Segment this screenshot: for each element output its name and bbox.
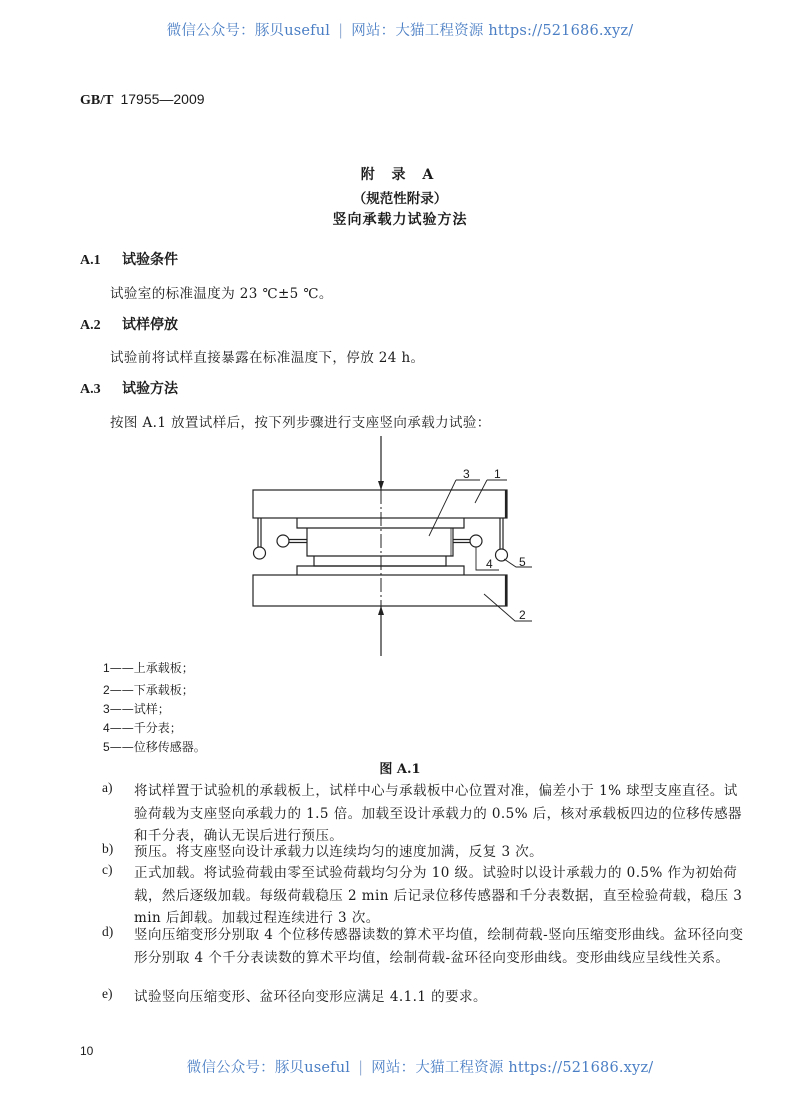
arrow-head-down-icon — [378, 481, 384, 490]
figure-caption: 图 A.1 — [379, 762, 421, 777]
legend-item: 2——下承载板； — [103, 683, 194, 697]
callout-4: 4 — [486, 557, 493, 571]
displacement-sensor-left-icon — [254, 547, 266, 559]
legend-item: 3——试样； — [103, 702, 170, 716]
annex-subject: 竖向承载力试验方法 — [332, 212, 468, 228]
callout-5: 5 — [519, 555, 526, 569]
page-number: 10 — [80, 1044, 94, 1058]
standard-prefix: GB/T — [80, 93, 114, 108]
section-body-a3: 按图 A.1 放置试样后，按下列步骤进行支座竖向承载力试验： — [110, 415, 491, 431]
step-label: c) — [102, 862, 113, 877]
lower-small-plate — [314, 556, 446, 566]
annex-type: （规范性附录） — [352, 191, 448, 207]
section-body-a1: 试验室的标准温度为 23 ℃±5 ℃。 — [110, 286, 333, 302]
callout-2: 2 — [519, 608, 526, 622]
watermark-bottom — [0, 1056, 800, 1077]
watermark-wechat: 微信公众号：豚贝useful — [166, 23, 331, 39]
legend-item: 4——千分表； — [103, 721, 182, 735]
dial-gauge-left-icon — [277, 535, 289, 547]
section-title: 试样停放 — [122, 317, 178, 333]
standard-number: 17955—2009 — [120, 91, 205, 107]
step-text: 预压。将支座竖向设计承载力以连续均匀的速度加满，反复 3 次。 — [134, 844, 544, 860]
watermark-separator: | — [358, 1060, 364, 1076]
step-text: 将试样置于试验机的承载板上，试样中心与承载板中心位置对准，偏差小于 1% 球型支座直径。试验荷载为支座竖向承载力的 1.5 倍。加载至设计承载力的 0.5% 后，核对承载板四边的位移传感器和千分表，确认无误后进行预压。 — [134, 783, 742, 844]
callout-3: 3 — [463, 467, 470, 481]
upper-bearing-plate — [253, 490, 507, 518]
step-label: a) — [102, 780, 113, 795]
step-text: 竖向压缩变形分别取 4 个位移传感器读数的算术平均值，绘制荷载-竖向压缩变形曲线。盆环径向变形分别取 4 个千分表读数的算术平均值，绘制荷载-盆环径向变形曲线。变形曲线应呈线性关系。 — [134, 927, 744, 966]
section-title: 试验方法 — [122, 381, 178, 397]
lower-bearing-plate — [253, 575, 507, 606]
step-label: b) — [102, 841, 114, 856]
legend-item: 5——位移传感器。 — [103, 740, 206, 754]
annex-title: 附 录 A — [360, 167, 440, 183]
watermark-separator: | — [338, 23, 344, 39]
dial-gauge-right-icon — [470, 535, 482, 547]
section-title: 试验条件 — [122, 252, 178, 268]
section-body-a2: 试验前将试样直接暴露在标准温度下，停放 24 h。 — [110, 350, 425, 366]
callout-1: 1 — [494, 467, 501, 481]
step-text: 正式加载。将试验荷载由零至试验荷载均匀分为 10 级。试验时以设计承载力的 0.5% 作为初始荷载，然后逐级加载。每级荷载稳压 2 min 后记录位移传感器和千分表数据，直至检验荷载，稳压 3 min 后卸载。加载过程连续进行 3 次。 — [134, 865, 743, 926]
section-number: A.3 — [80, 382, 101, 397]
watermark-wechat: 微信公众号：豚贝useful — [186, 1060, 351, 1076]
watermark-site: 网站：大猫工程资源 https://521686.xyz/ — [351, 23, 634, 39]
section-number: A.2 — [80, 318, 101, 333]
step-label: e) — [102, 986, 113, 1001]
step-label: d) — [102, 924, 114, 939]
arrow-head-up-icon — [378, 606, 384, 615]
step-text: 试验竖向压缩变形、盆环径向变形应满足 4.1.1 的要求。 — [134, 989, 487, 1005]
legend-item: 1——上承载板； — [103, 661, 194, 675]
section-number: A.1 — [80, 253, 101, 268]
watermark-site: 网站：大猫工程资源 https://521686.xyz/ — [371, 1060, 654, 1076]
displacement-sensor-right-icon — [496, 549, 508, 561]
